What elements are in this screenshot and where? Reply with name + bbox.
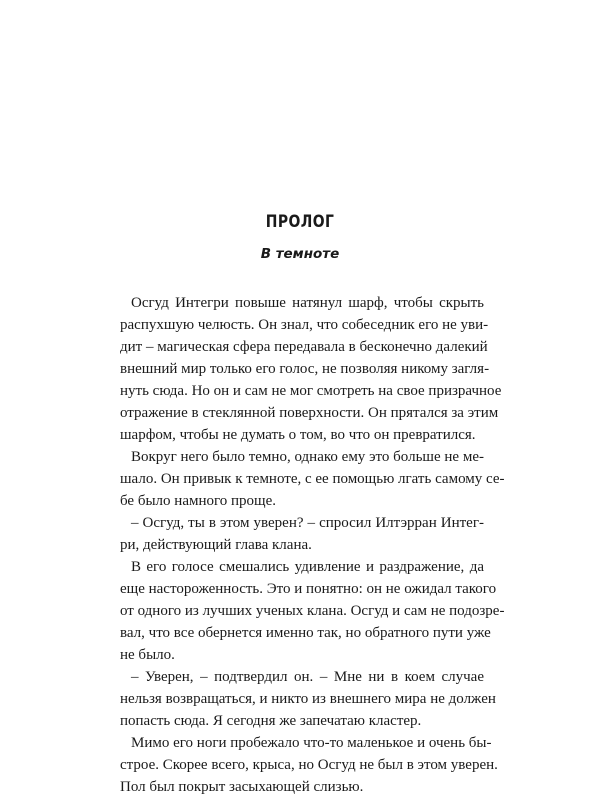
paragraph [120, 732, 498, 798]
text-line: Мимо его ноги пробежало что-то маленькое и очень бы- [131, 735, 492, 751]
text-line: вал, что все обернется именно так, но обратного пути уже [120, 625, 491, 641]
paragraph [120, 556, 505, 666]
paragraph [120, 446, 505, 512]
text-line: ри, действующий глава клана. [120, 537, 312, 553]
text-line: попасть сюда. Я сегодня же запечатаю кластер. [120, 713, 422, 729]
text-line: внешний мир только его голос, не позволяя никому загля- [120, 361, 490, 377]
paragraph [120, 512, 484, 556]
text-line: Вокруг него было темно, однако ему это больше не ме- [131, 449, 484, 465]
text-line: распухшую челюсть. Он знал, что собеседник его не уви- [120, 317, 489, 333]
text-line: от одного из лучших ученых клана. Осгуд и сам не подозре- [120, 603, 505, 619]
text-line: нельзя возвращаться, и никто из внешнего мира не должен [120, 691, 496, 707]
text-line: В его голосе смешались удивление и раздражение, да [131, 559, 484, 575]
paragraph [120, 292, 502, 446]
chapter-subtitle: В темноте [260, 246, 340, 262]
text-line: – Осгуд, ты в этом уверен? – спросил Илтэрран Интег- [131, 515, 484, 531]
paragraph [120, 666, 496, 732]
chapter-title: ПРОЛОГ [265, 212, 335, 232]
text-line: нуть сюда. Но он и сам не мог смотреть на свое призрачное [120, 383, 502, 399]
text-line: еще настороженность. Это и понятно: он не ожидал такого [120, 581, 497, 597]
text-line: дит – магическая сфера передавала в бесконечно далекий [120, 339, 488, 355]
text-line: бе было намного проще. [120, 493, 277, 509]
text-line: шало. Он привык к темноте, с ее помощью лгать самому се- [120, 471, 505, 487]
text-line: не было. [120, 647, 175, 663]
body-text [120, 292, 505, 798]
text-line: шарфом, чтобы не думать о том, во что он превратился. [120, 427, 476, 443]
text-line: Осгуд Интегри повыше натянул шарф, чтобы скрыть [131, 295, 484, 311]
text-line: Пол был покрыт засыхающей слизью. [120, 779, 364, 795]
text-line: отражение в стеклянной поверхности. Он прятался за этим [120, 405, 499, 421]
text-line: строе. Скорее всего, крыса, но Осгуд не был в этом уверен. [120, 757, 498, 773]
text-line: – Уверен, – подтвердил он. – Мне ни в коем случае [131, 669, 484, 685]
